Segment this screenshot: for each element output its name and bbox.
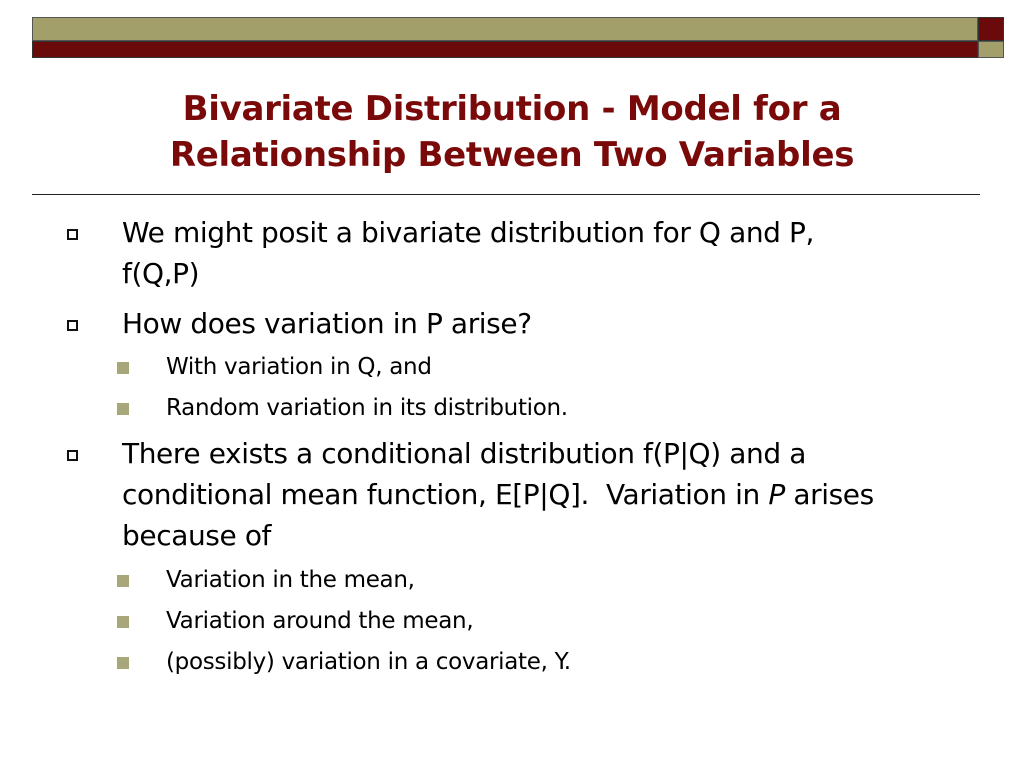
bullet-text-line: f(Q,P) <box>122 257 200 290</box>
sub-bullet-item: Variation in the mean, <box>166 567 415 593</box>
slide-title-line-2: Relationship Between Two Variables <box>169 135 855 175</box>
sub-bullet-item: With variation in Q, and <box>166 354 432 380</box>
sub-bullet-item: (possibly) variation in a covariate, Y. <box>166 649 571 675</box>
filled-square-bullet-icon <box>117 362 129 374</box>
bullet-text-line <box>122 474 982 515</box>
sub-bullet-item: Variation around the mean, <box>166 608 474 634</box>
bullet-item <box>122 433 982 556</box>
filled-square-bullet-icon <box>117 616 129 628</box>
slide-title-line-1: Bivariate Distribution - Model for a <box>182 89 842 129</box>
filled-square-bullet-icon <box>117 657 129 669</box>
bullet-text-line: How does variation in P arise? <box>122 307 532 340</box>
bullet-text-line: There exists a conditional distribution f(P|Q) and a <box>122 437 806 470</box>
bullet-item <box>122 212 982 294</box>
hollow-square-bullet-icon <box>67 229 78 240</box>
bullet-text-segment: conditional mean function, E[P|Q]. Variation in <box>122 478 769 511</box>
hollow-square-bullet-icon <box>67 450 78 461</box>
bullet-text-segment: arises <box>784 478 874 511</box>
bullet-text-line: We might posit a bivariate distribution for Q and P, <box>122 216 815 249</box>
bullet-item <box>122 303 982 344</box>
variable-p: P <box>768 478 785 511</box>
sub-bullet-item: Random variation in its distribution. <box>166 395 568 421</box>
hollow-square-bullet-icon <box>67 320 78 331</box>
filled-square-bullet-icon <box>117 575 129 587</box>
bullet-text-line: because of <box>122 519 272 552</box>
filled-square-bullet-icon <box>117 403 129 415</box>
